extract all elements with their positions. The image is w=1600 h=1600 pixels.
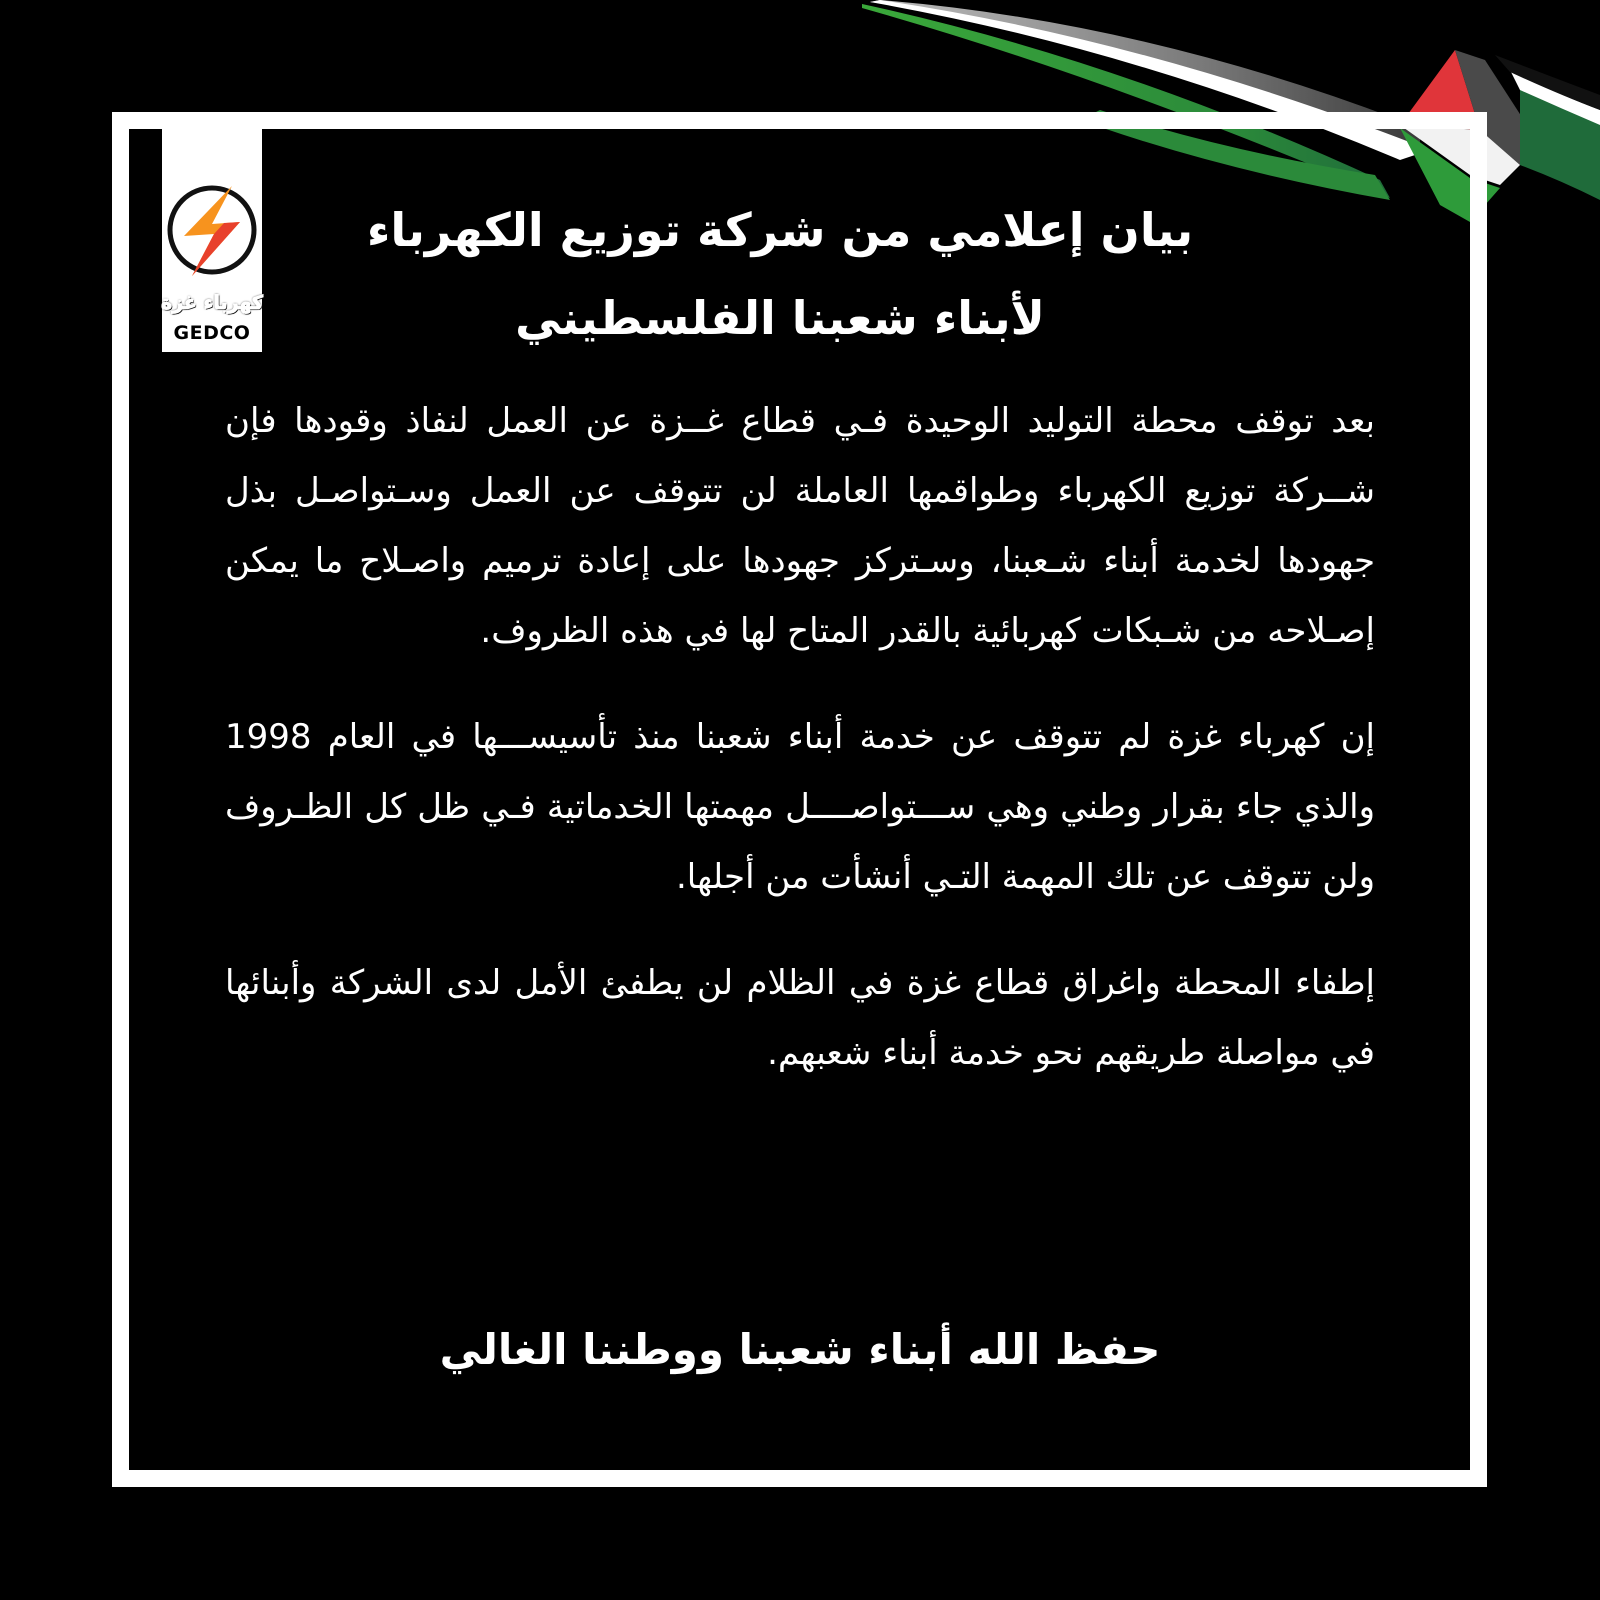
paragraph-1: بعد توقف محطة التوليد الوحيدة فـي قطاع غــزة عن العمل لنفاذ وقودها فإن شــركة توزيع الكهرباء وطواقمها العاملة لن تتوقف عن العمل وسـتواصـل بذل جهودها لخدمة أبناء شـعبنا، وسـتركز جهودها على إعادة ترميم واصـلاح ما يمكن إصـلاحه من شـبكات كهربائية بالقدر المتاح لها في هذه الظروف. (225, 401, 1375, 651)
paragraph-2: إن كهرباء غزة لم تتوقف عن خدمة أبناء شعبنا منذ تأسيســـها في العام 1998 والذي جاء بقرار وطني وهي ســـتواصــــل مهمتها الخدماتية فـي ظل كل الظـروف ولن تتوقف عن تلك المهمة التـي أنشأت من أجلها. (225, 717, 1375, 897)
lightning-bolt-icon (162, 178, 262, 278)
statement-body (225, 386, 1375, 1124)
paragraph-3: إطفاء المحطة واغراق قطاع غزة في الظلام لن يطفئ الأمل لدى الشركة وأبنائها في مواصلة طريقهم نحو خدمة أبناء شعبهم. (225, 963, 1375, 1073)
title-line-2: لأبناء شعبنا الفلسطيني (515, 291, 1045, 345)
page-title (300, 186, 1260, 362)
title-line-1: بيان إعلامي من شركة توزيع الكهرباء (366, 203, 1194, 257)
closing-line: حفظ الله أبناء شعبنا ووطننا الغالي (439, 1325, 1161, 1374)
logo-name-english: GEDCO (173, 322, 251, 344)
logo-name-arabic: كهرباء غزة (160, 292, 264, 314)
